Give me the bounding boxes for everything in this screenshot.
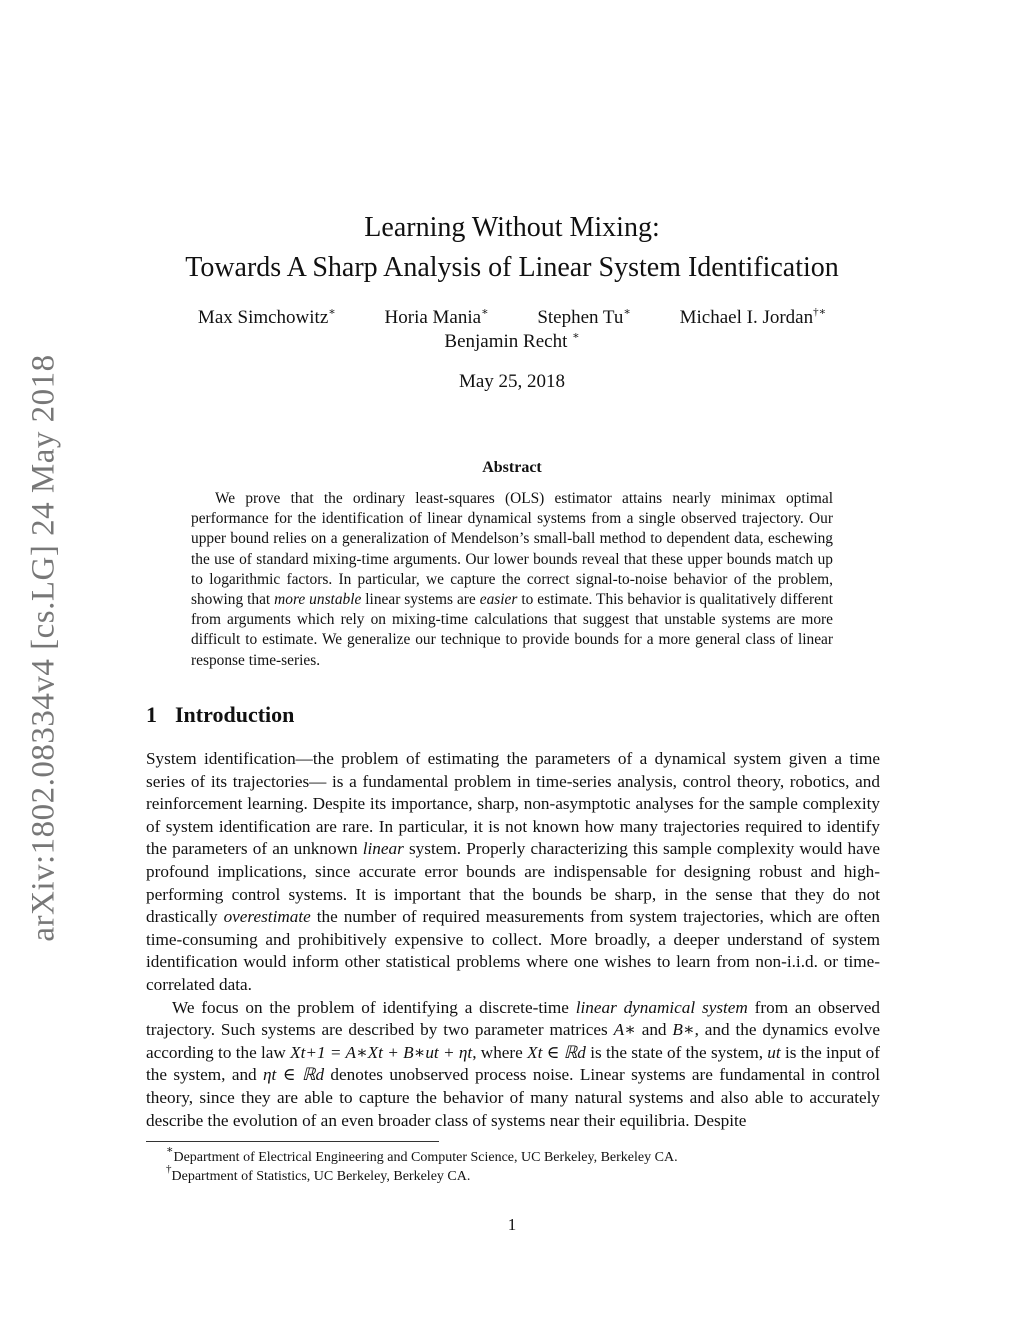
body-text: [146, 748, 880, 1132]
author-jordan: Michael I. Jordan†∗: [679, 306, 827, 328]
footnotes: [166, 1144, 678, 1186]
author-recht: Benjamin Recht ∗: [444, 330, 580, 352]
author-tu: Stephen Tu∗: [537, 306, 631, 328]
author-simchowitz: Max Simchowitz∗: [197, 306, 336, 328]
math-a-star: A∗: [613, 1020, 636, 1040]
paper-title: [0, 208, 1024, 288]
author-list: [0, 306, 1024, 354]
footnote: †Department of Statistics, UC Berkeley, Berkeley CA.: [166, 1163, 471, 1184]
footnote: ∗Department of Electrical Engineering and Computer Science, UC Berkeley, Berkeley CA.: [166, 1144, 678, 1165]
footnote-rule: [146, 1141, 439, 1142]
math-state: Xt ∈ ℝd: [527, 1042, 586, 1062]
section-heading: [146, 702, 294, 728]
publication-date: May 25, 2018: [458, 371, 566, 392]
title-line-1: Learning Without Mixing:: [364, 212, 660, 243]
abstract-body: We prove that the ordinary least-squares (OLS) estimator attains nearly minimax optimal performance for the identification of linear dynamical systems from a single observed trajectory. Our upper bound relies on a generalization of Mendelson’s small-ball method to dependent data, eschewing the use of standard mixing-time arguments. Our lower bounds reveal that these upper bounds match up to logarithmic factors. In particular, we capture the correct signal-to-noise behavior of the problem, showing that more unstable linear systems are easier to estimate. This behavior is qualitatively different from arguments which rely on mixing-time calculations that suggest that unstable systems are more difficult to estimate. We generalize our technique to provide bounds for a more general class of linear response time-series.: [191, 490, 833, 669]
arxiv-identifier: arXiv:1802.08334v4 [cs.LG] 24 May 2018: [25, 354, 62, 942]
section-number: 1: [146, 702, 157, 727]
math-input: ut: [767, 1042, 781, 1062]
paragraph: We focus on the problem of identifying a discrete-time linear dynamical system from an observed trajectory. Such systems are described by two parameter matrices A∗ and B∗, and the dynamics evolve according to the law Xt+1 = A∗Xt + B∗ut + ηt, where Xt ∈ ℝd is the state of the system, ut is the input of the system, and ηt ∈ ℝd denotes unobserved process noise. Linear systems are fundamental in control theory, since they are able to capture the behavior of many natural systems and also able to accurately describe the evolution of an even broader class of systems near their equilibria. Despite: [146, 997, 881, 1130]
paragraph: System identification—the problem of estimating the parameters of a dynamical system given a time series of its trajectories— is a fundamental problem in time-series analysis, control theory, robotics, and reinforcement learning. Despite its importance, sharp, non-asymptotic analyses for the sample complexity of system identification are rare. In particular, it is not known how many trajectories required to identify the parameters of an unknown linear system. Properly characterizing this sample complexity would have profound implications, since accurate error bounds are indispensable for designing robust and high-performing control systems. It is important that the bounds be sharp, in the sense that they do not drastically overestimate the number of required measurements from system trajectories, which are often time-consuming and prohibitively expensive to collect. More broadly, a deeper understand of system identification would inform other statistical problems where one wishes to learn from non-i.i.d. or time-correlated data.: [146, 749, 880, 994]
abstract-heading: Abstract: [482, 459, 542, 476]
math-dynamics-law: Xt+1 = A∗Xt + B∗ut + ηt: [290, 1042, 473, 1062]
author-mania: Horia Mania∗: [384, 306, 489, 328]
math-b-star: B∗: [672, 1020, 695, 1040]
page-number: 1: [507, 1215, 517, 1234]
title-line-2: Towards A Sharp Analysis of Linear System Identification: [185, 252, 839, 283]
section-title: Introduction: [175, 702, 295, 727]
math-noise: ηt ∈ ℝd: [263, 1065, 325, 1085]
